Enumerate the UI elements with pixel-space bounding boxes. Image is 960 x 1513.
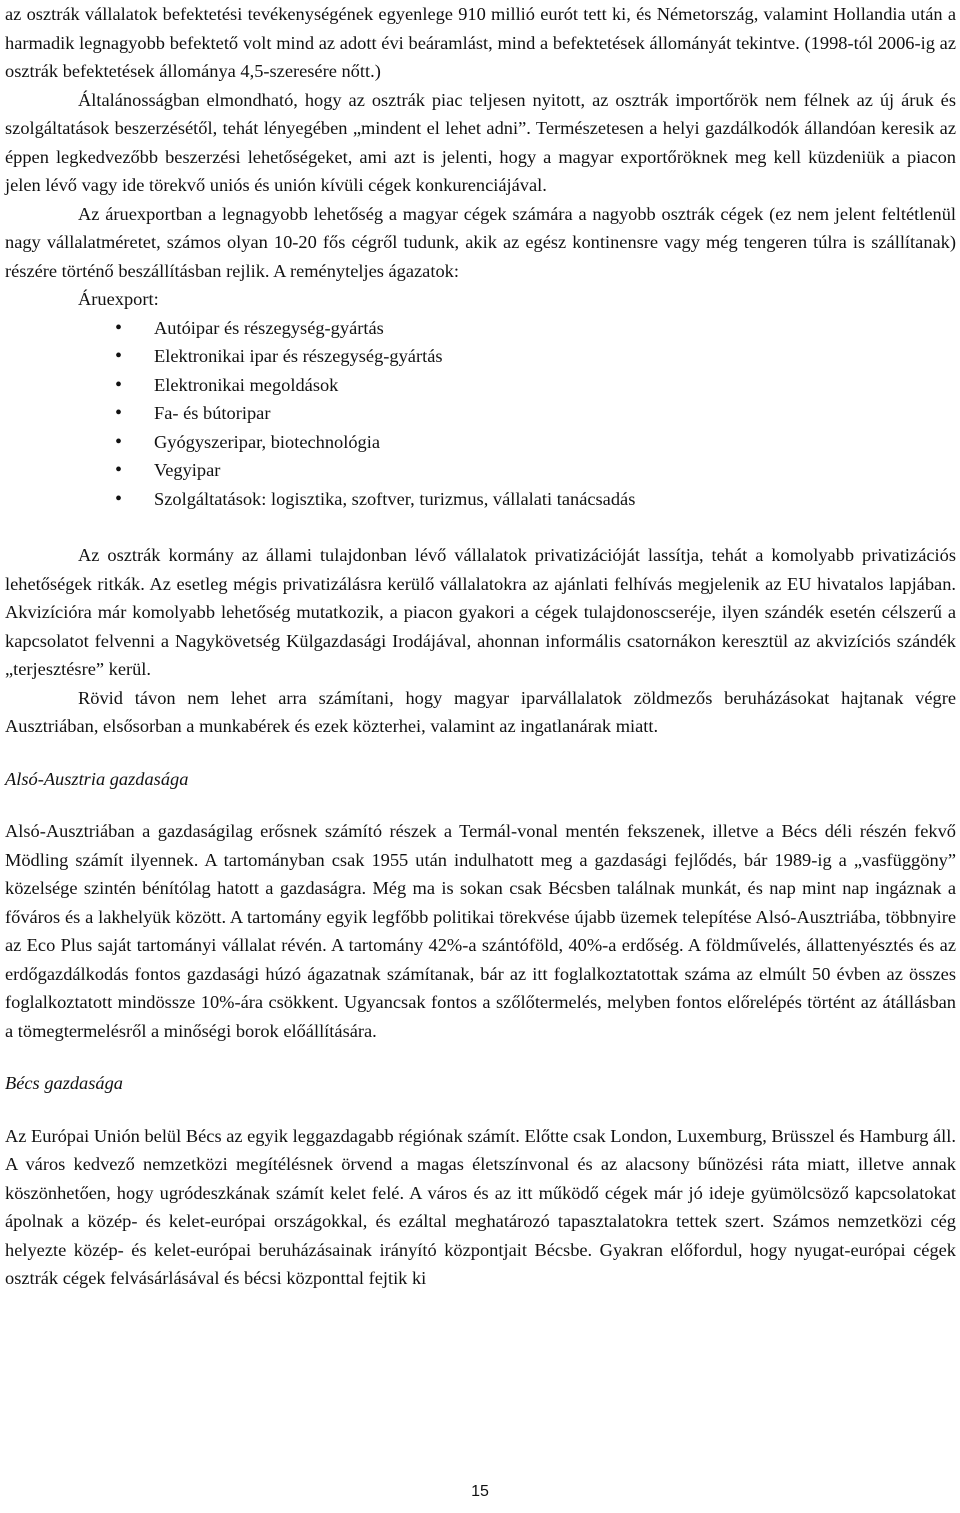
page-number: 15 <box>471 1483 489 1500</box>
paragraph-open-market: Általánosságban elmondható, hogy az osztrák piac teljesen nyitott, az osztrák importőrök nem félnek az új áruk és szolgáltatások beszerzésétől, tehát lényegében „mindent el lehet adni”. Természetesen a helyi gazdálkodók állandóan keresik az éppen legkedvezőbb beszerzési lehetőségeket, ami azt is jelenti, hogy a magyar exportőröknek meg kell küzdeniük a piacon jelen lévő vagy ide törekvő uniós és unión kívüli cégek konkurenciájával. <box>5 89 956 195</box>
bullet-item: • Fa- és bútoripar <box>5 399 956 428</box>
paragraph-privatization: Az osztrák kormány az állami tulajdonban lévő vállalatok privatizációját lassítja, tehát a komolyabb privatizációs lehetőségek ritkák. Az esetleg mégis privatizálásra kerülő vállalatokra az ajánlati felhívás megjelenik az EU hivatalos lapjában. Akvizícióra már komolyabb lehetőség mutatkozik, a piacon gyakori a cégek tulajdonoscseréje, ilyen szándék esetén célszerű a kapcsolatot felvenni a Nagykövetség Külgazdasági Irodájával, ahonnan informális csatornákon keresztül az akvizíciós szándék „terjesztésre” kerül. <box>5 545 956 679</box>
paragraph-greenfield: Rövid távon nem lehet arra számítani, hogy magyar iparvállalatok zöldmezős beruházásokat hajtanak végre Ausztriában, elsősorban a munkabérek és ezek közterhei, valamint az ingatlanárak miatt. <box>5 687 956 736</box>
document-page <box>5 0 956 1293</box>
bullet-item: • Elektronikai ipar és részegység-gyártás <box>5 342 956 371</box>
subheading-goods-export: Áruexport: <box>78 289 159 309</box>
paragraph-export-opportunities: Az áruexportban a legnagyobb lehetőség a magyar cégek számára a nagyobb osztrák cégek (ez nem jelent feltétlenül nagy vállalatméretet, számos olyan 10-20 fős cégről tudunk, akik az egész kontinensre vagy még tengeren túlra is szállítanak) részére történő beszállításban rejlik. A reményteljes ágazatok: <box>5 203 956 281</box>
bullet-item: • Elektronikai megoldások <box>5 371 956 400</box>
paragraph-vienna-economy: Az Európai Unión belül Bécs az egyik leggazdagabb régiónak számít. Előtte csak London, Luxemburg, Brüsszel és Hamburg áll. A város kedvező nemzetközi megítélésnek örvend a magas életszínvonal és az alacsony bűnözési ráta miatt, illetve annak köszönhetően, hogy ugródeszkának számít kelet felé. A város és az itt működő cégek már jó ideje gyümölcsöző kapcsolatokat ápolnak a közép- és kelet-európai országokkal, és ezáltal meghatározó tapasztalatokra tettek szert. Számos nemzetközi cég helyezte közép- és kelet-európai beruházásainak irányító központjait Bécsbe. Gyakran előfordul, hogy nyugat-európai cégek osztrák cégek felvásárlásával és bécsi központtal fejtik ki <box>5 1125 956 1288</box>
bullet-item: • Szolgáltatások: logisztika, szoftver, turizmus, vállalati tanácsadás <box>5 485 956 514</box>
bullet-item: • Autóipar és részegység-gyártás <box>5 314 956 343</box>
sector-bullet-list <box>5 314 956 514</box>
section-heading-lower-austria: Alsó-Ausztria gazdasága <box>5 768 189 789</box>
bullet-item: • Gyógyszeripar, biotechnológia <box>5 428 956 457</box>
paragraph-lower-austria-economy: Alsó-Ausztriában a gazdaságilag erősnek számító részek a Termál-vonal mentén fekszenek, illetve a Bécs déli részén fekvő Mödling számít ilyennek. A tartományban csak 1955 után indulhatott meg a gazdasági fejlődés, bár 1989-ig a „vasfüggöny” közelsége szintén bénítólag hatott a gazdaságra. Még ma is sokan csak Bécsben találnak munkát, és nap mint nap ingáznak a főváros és a lakhelyük között. A tartomány egyik legfőbb politikai törekvése újabb üzemek telepítése Alsó-Ausztriába, többnyire az Eco Plus saját tartományi vállalat révén. A tartomány 42%-a szántóföld, 40%-a erdőség. A földművelés, állattenyésztés és az erdőgazdálkodás fontos gazdasági húzó ágazatnak számítanak, bár az itt foglalkoztatottak száma az elmúlt 50 évben az összes foglalkoztatott mindössze 10%-ára csökkent. Ugyancsak fontos a szőlőtermelés, melyben fontos előrelépés történt az átállásban a tömegtermelésről a minőségi borok előállítására. <box>5 821 956 1041</box>
bullet-item: • Vegyipar <box>5 456 956 485</box>
paragraph-investment-balance: az osztrák vállalatok befektetési tevékenységének egyenlege 910 millió eurót tett ki, és Németország, valamint Hollandia után a harmadik legnagyobb befektető volt mind az adott évi beáramlást, mind a befektetések állományát tekintve. (1998-tól 2006-ig az osztrák befektetések állománya 4,5-szeresére nőtt.) <box>5 4 956 81</box>
section-heading-vienna: Bécs gazdasága <box>5 1073 123 1093</box>
